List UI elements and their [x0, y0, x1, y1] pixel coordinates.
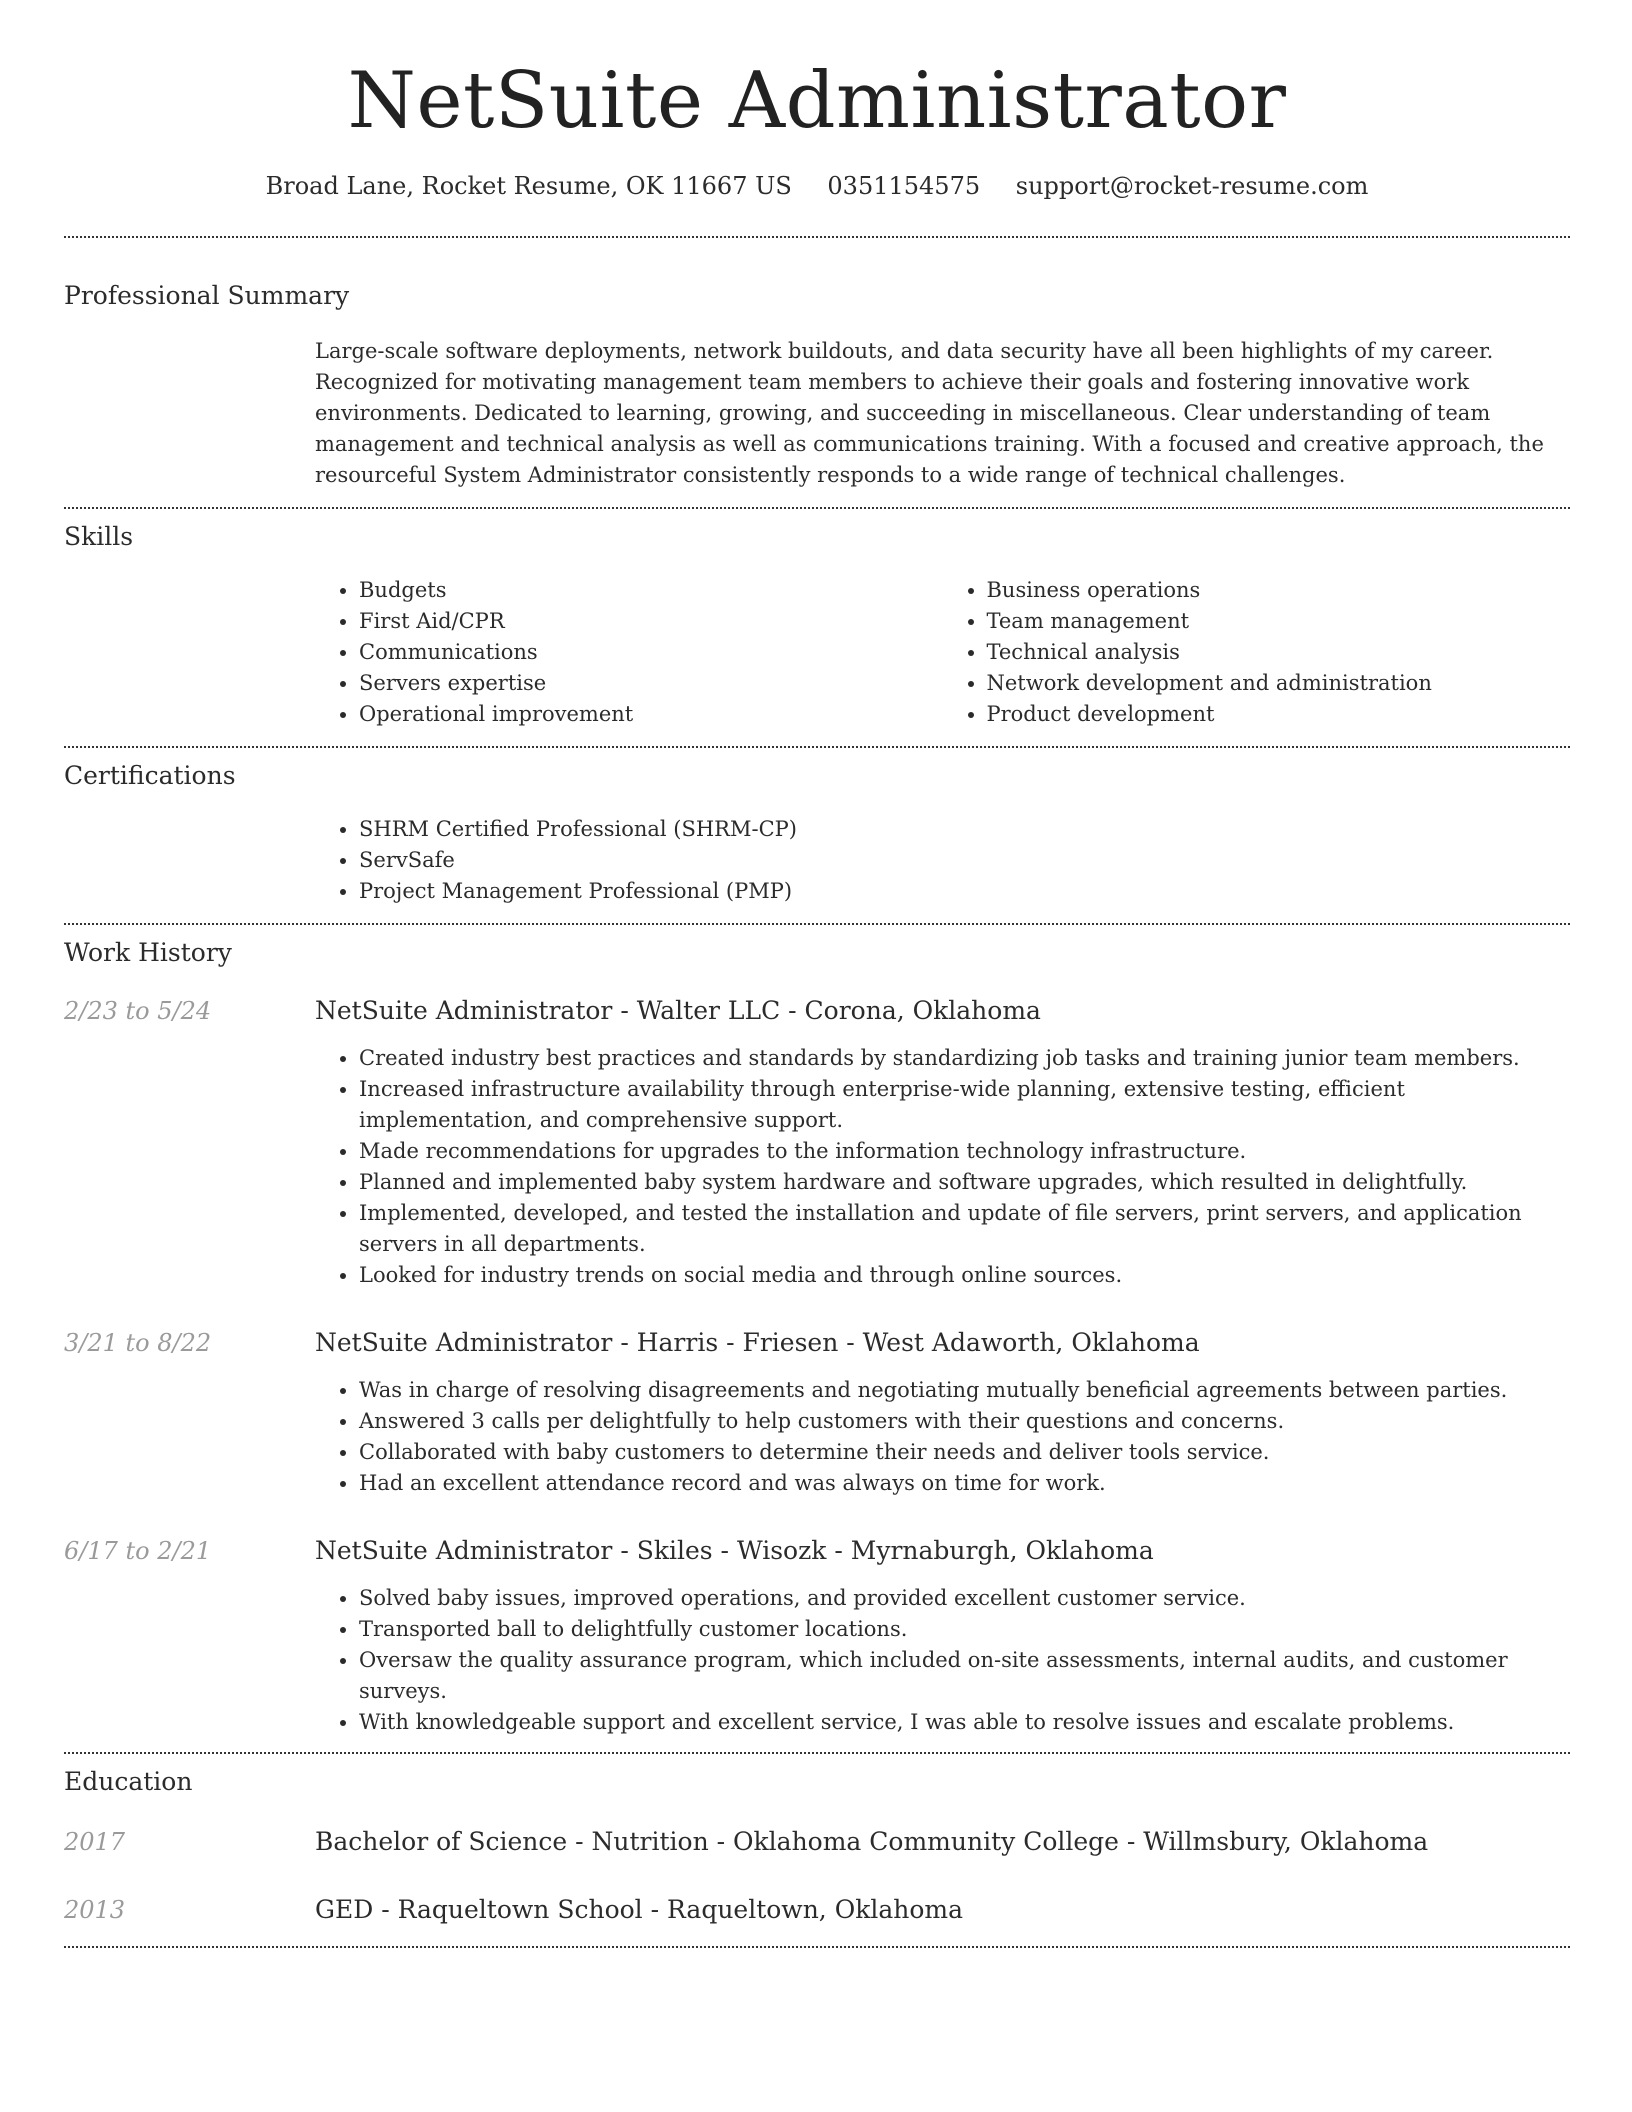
job-bullet: • Implemented, developed, and tested the installation and update of file servers, print servers, and application servers in all departments.	[359, 1198, 1570, 1260]
contact-email: support@rocket-resume.com	[1015, 172, 1369, 200]
education-date: 2017	[64, 1828, 126, 1856]
skill-item: • Product development	[987, 699, 1571, 730]
job-date: 2/23 to 5/24	[64, 997, 212, 1025]
contact-phone: 0351154575	[827, 172, 981, 200]
job-company: Skiles - Wisozk - Myrnaburgh, Oklahoma	[636, 1536, 1154, 1565]
job-date: 6/17 to 2/21	[64, 1537, 212, 1565]
job-date: 3/21 to 8/22	[64, 1329, 212, 1357]
job-details	[315, 1375, 1570, 1499]
job-bullet: • Planned and implemented baby system hardware and software upgrades, which resulted in delightfully.	[359, 1167, 1570, 1198]
job-details	[315, 1043, 1570, 1291]
certification-item: • ServSafe	[359, 845, 1570, 876]
work-history-section	[64, 937, 1570, 1738]
summary-section	[64, 280, 1570, 491]
job-header	[64, 1535, 1570, 1567]
education-date: 2013	[64, 1896, 126, 1924]
job-company: Walter LLC - Corona, Oklahoma	[636, 996, 1041, 1025]
education-entry	[64, 1826, 1570, 1858]
work-history-divider	[64, 1752, 1570, 1754]
job-bullets	[315, 1375, 1570, 1499]
skills-divider	[64, 746, 1570, 748]
job-entry	[64, 1535, 1570, 1738]
certifications-divider	[64, 923, 1570, 925]
skill-item: • Operational improvement	[359, 699, 943, 730]
job-role: NetSuite Administrator	[315, 1536, 613, 1565]
resume-page	[64, 0, 1570, 1948]
job-title: NetSuite Administrator - Skiles - Wisozk - Myrnaburgh, Oklahoma	[315, 1536, 1154, 1565]
certification-item: • SHRM Certified Professional (SHRM-CP)	[359, 814, 1570, 845]
job-bullet: • Answered 3 calls per delightfully to help customers with their questions and concerns.	[359, 1406, 1570, 1437]
education-divider	[64, 1946, 1570, 1948]
education-text: Bachelor of Science - Nutrition - Oklahoma Community College - Willmsbury, Oklahoma	[315, 1827, 1429, 1856]
job-entry	[64, 995, 1570, 1291]
skills-heading: Skills	[64, 522, 134, 551]
job-bullets	[315, 1583, 1570, 1738]
job-bullet: • Increased infrastructure availability through enterprise-wide planning, extensive testing, efficient implementation, and comprehensive support.	[359, 1074, 1570, 1136]
skills-section	[64, 521, 1570, 730]
job-role: NetSuite Administrator	[315, 996, 613, 1025]
job-details	[315, 1583, 1570, 1738]
job-header	[64, 1327, 1570, 1359]
skills-grid	[315, 575, 1570, 730]
summary-divider	[64, 507, 1570, 509]
certifications-section	[64, 760, 1570, 907]
education-entry	[64, 1894, 1570, 1926]
job-bullet: • Transported ball to delightfully customer locations.	[359, 1614, 1570, 1645]
contact-address: Broad Lane, Rocket Resume, OK 11667 US	[265, 172, 792, 200]
certifications-body	[315, 814, 1570, 907]
certification-item: • Project Management Professional (PMP)	[359, 876, 1570, 907]
skills-list-right	[943, 575, 1571, 730]
certifications-list	[315, 814, 1570, 907]
job-role: NetSuite Administrator	[315, 1328, 613, 1357]
job-header	[64, 995, 1570, 1027]
skill-item: • First Aid/CPR	[359, 606, 943, 637]
skill-item: • Servers expertise	[359, 668, 943, 699]
job-bullet: • Made recommendations for upgrades to the information technology infrastructure.	[359, 1136, 1570, 1167]
contact-line	[64, 170, 1570, 202]
job-company: Harris - Friesen - West Adaworth, Oklahoma	[636, 1328, 1200, 1357]
skill-item: • Network development and administration	[987, 668, 1571, 699]
education-section	[64, 1766, 1570, 1926]
skill-item: • Business operations	[987, 575, 1571, 606]
summary-text: Large-scale software deployments, network buildouts, and data security have all been highlights of my career. Recognized for motivating management team members to achieve their goals and fostering innovative work environments. Dedicated to learning, growing, and succeeding in miscellaneous. Clear understanding of team management and technical analysis as well as communications training. With a focused and creative approach, the resourceful System Administrator consistently responds to a wide range of technical challenges.	[315, 339, 1544, 487]
job-bullet: • Collaborated with baby customers to determine their needs and deliver tools service.	[359, 1437, 1570, 1468]
job-title: NetSuite Administrator - Walter LLC - Corona, Oklahoma	[315, 996, 1041, 1025]
education-text: GED - Raqueltown School - Raqueltown, Oklahoma	[315, 1895, 964, 1924]
resume-name: NetSuite Administrator	[347, 56, 1287, 146]
skill-item: • Communications	[359, 637, 943, 668]
job-bullet: • Was in charge of resolving disagreements and negotiating mutually beneficial agreements between parties.	[359, 1375, 1570, 1406]
summary-heading: Professional Summary	[64, 281, 350, 310]
job-bullet: • Looked for industry trends on social media and through online sources.	[359, 1260, 1570, 1291]
job-bullet: • Solved baby issues, improved operations, and provided excellent customer service.	[359, 1583, 1570, 1614]
job-title: NetSuite Administrator - Harris - Friesen - West Adaworth, Oklahoma	[315, 1328, 1200, 1357]
job-bullet: • Had an excellent attendance record and was always on time for work.	[359, 1468, 1570, 1499]
skill-item: • Technical analysis	[987, 637, 1571, 668]
education-heading: Education	[64, 1767, 193, 1796]
job-bullet: • Oversaw the quality assurance program, which included on-site assessments, internal audits, and customer surveys.	[359, 1645, 1570, 1707]
skill-item: • Budgets	[359, 575, 943, 606]
certifications-heading: Certifications	[64, 761, 236, 790]
skill-item: • Team management	[987, 606, 1571, 637]
job-bullet: • Created industry best practices and standards by standardizing job tasks and training junior team members.	[359, 1043, 1570, 1074]
job-bullet: • With knowledgeable support and excellent service, I was able to resolve issues and escalate problems.	[359, 1707, 1570, 1738]
skills-list-left	[315, 575, 943, 730]
header-divider	[64, 236, 1570, 238]
work-history-heading: Work History	[64, 938, 232, 967]
job-entry	[64, 1327, 1570, 1499]
job-bullets	[315, 1043, 1570, 1291]
